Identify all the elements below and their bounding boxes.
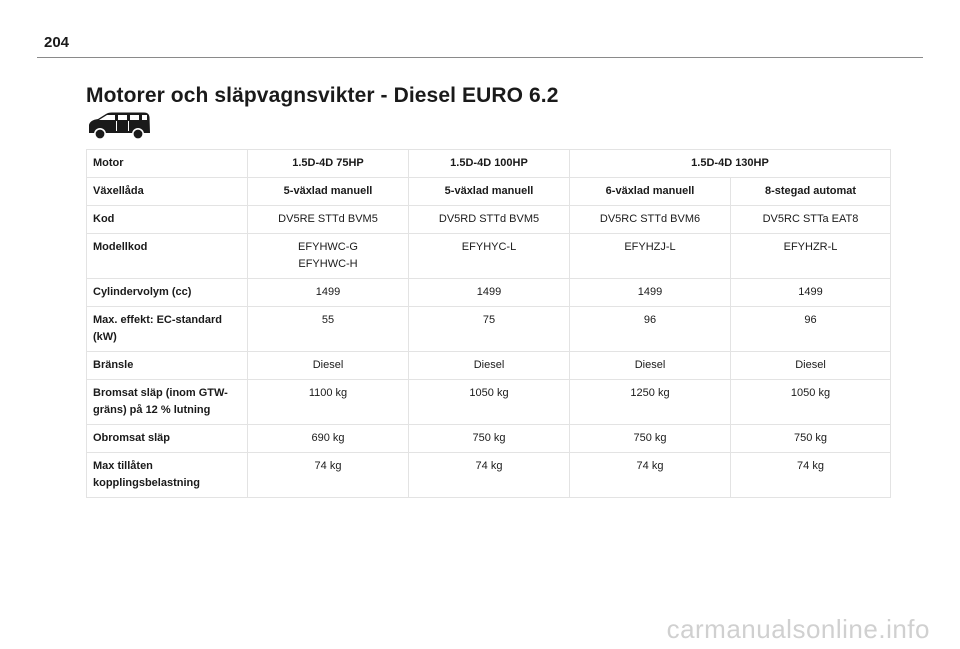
table-cell xyxy=(570,178,731,206)
cell-text: 1499 xyxy=(798,286,823,298)
cell-text: EFYHZJ-L xyxy=(624,241,676,253)
table-cell xyxy=(731,206,891,234)
cell-text: 75 xyxy=(482,314,496,326)
table-cell xyxy=(409,206,570,234)
table-cell xyxy=(570,279,731,307)
table-cell xyxy=(731,453,891,498)
table-cell xyxy=(409,279,570,307)
cell-text: Diesel xyxy=(634,359,666,371)
cell-text: 55 xyxy=(321,314,335,326)
row-label: Max tillåten kopplingsbelastning xyxy=(87,453,248,498)
cell-text: 750 kg xyxy=(793,432,828,444)
row-label: Växellåda xyxy=(87,178,248,206)
cell-text: Diesel xyxy=(795,359,826,371)
cell-text: 1499 xyxy=(637,286,663,298)
table-cell xyxy=(248,234,409,279)
table-cell xyxy=(731,279,891,307)
table-cell xyxy=(409,150,570,178)
table-row xyxy=(87,150,891,178)
page-title: Motorer och släpvagnsvikter - Diesel EURO 6.2 xyxy=(86,84,559,107)
table-cell xyxy=(409,234,570,279)
table-cell xyxy=(409,307,570,352)
watermark: carmanualsonline.info xyxy=(666,614,930,644)
cell-text: 74 kg xyxy=(797,460,824,472)
table-cell xyxy=(248,178,409,206)
table-cell xyxy=(731,307,891,352)
cell-text: 8-stegad automat xyxy=(764,185,857,197)
table-row xyxy=(87,178,891,206)
page-number: 204 xyxy=(44,34,70,51)
table-row xyxy=(87,234,891,279)
cell-text: 96 xyxy=(643,314,657,326)
table-cell xyxy=(731,380,891,425)
table-row xyxy=(87,380,891,425)
cell-text: 1.5D-4D 75HP xyxy=(292,157,364,169)
cell-text: 96 xyxy=(804,314,817,326)
table-cell xyxy=(248,206,409,234)
cell-text: EFYHWC-H xyxy=(298,258,358,270)
cell-text: 6-växlad manuell xyxy=(605,185,695,197)
table-cell xyxy=(570,352,731,380)
cell-text: Diesel xyxy=(473,359,505,371)
cell-text: 1.5D-4D 100HP xyxy=(450,157,528,169)
cell-text: 690 kg xyxy=(311,432,345,444)
table-cell xyxy=(570,150,891,178)
cell-text: 5-växlad manuell xyxy=(444,185,534,197)
cell-text: DV5RE STTd BVM5 xyxy=(278,213,378,225)
cell-text: Diesel xyxy=(312,359,344,371)
cell-text: 1250 kg xyxy=(630,387,670,399)
row-label: Max. effekt: EC-standard (kW) xyxy=(87,307,248,352)
table-cell xyxy=(731,425,891,453)
table-cell xyxy=(248,352,409,380)
cell-text: 1100 kg xyxy=(308,387,348,399)
cell-text: DV5RD STTd BVM5 xyxy=(438,213,540,225)
cell-text: EFYHWC-G xyxy=(298,241,358,253)
van-icon xyxy=(86,111,152,141)
table-row xyxy=(87,425,891,453)
table-cell xyxy=(248,453,409,498)
cell-text: DV5RC STTa EAT8 xyxy=(762,213,859,225)
cell-text: 1499 xyxy=(476,286,502,298)
table-row xyxy=(87,453,891,498)
table-cell xyxy=(409,380,570,425)
table-cell xyxy=(570,380,731,425)
row-label: Cylindervolym (cc) xyxy=(87,279,248,307)
cell-text: 5-växlad manuell xyxy=(283,185,373,197)
cell-text: 74 kg xyxy=(475,460,503,472)
cell-text: EFYHYC-L xyxy=(461,241,517,253)
cell-text: 750 kg xyxy=(472,432,506,444)
table-row xyxy=(87,307,891,352)
table-cell xyxy=(409,352,570,380)
row-label: Kod xyxy=(87,206,248,234)
row-label: Obromsat släp xyxy=(87,425,248,453)
cell-text: 1.5D-4D 130HP xyxy=(691,157,769,169)
table-cell xyxy=(570,234,731,279)
table-cell xyxy=(248,279,409,307)
table-cell xyxy=(409,178,570,206)
table-row xyxy=(87,206,891,234)
row-label: Modellkod xyxy=(87,234,248,279)
cell-text: DV5RC STTd BVM6 xyxy=(599,213,701,225)
row-label: Bromsat släp (inom GTW-gräns) på 12 % lutning xyxy=(87,380,248,425)
table-cell xyxy=(409,453,570,498)
cell-text: 1050 kg xyxy=(469,387,509,399)
table-cell xyxy=(248,425,409,453)
table-cell xyxy=(248,307,409,352)
cell-text: 1050 kg xyxy=(790,387,831,399)
cell-text: EFYHZR-L xyxy=(783,241,838,253)
row-label: Bränsle xyxy=(87,352,248,380)
cell-text: 74 kg xyxy=(636,460,664,472)
row-label: Motor xyxy=(87,150,248,178)
table-cell xyxy=(570,307,731,352)
table-cell xyxy=(248,150,409,178)
header-divider xyxy=(37,57,923,58)
cell-text: 74 kg xyxy=(314,460,342,472)
table-cell xyxy=(731,178,891,206)
table-cell xyxy=(570,206,731,234)
table-cell xyxy=(570,425,731,453)
table-row xyxy=(87,352,891,380)
table-cell xyxy=(731,234,891,279)
table-cell xyxy=(731,352,891,380)
table-cell xyxy=(248,380,409,425)
cell-text: 1499 xyxy=(315,286,341,298)
engine-spec-table xyxy=(86,149,891,498)
table-row xyxy=(87,279,891,307)
table-cell xyxy=(409,425,570,453)
cell-text: 750 kg xyxy=(633,432,667,444)
table-cell xyxy=(570,453,731,498)
